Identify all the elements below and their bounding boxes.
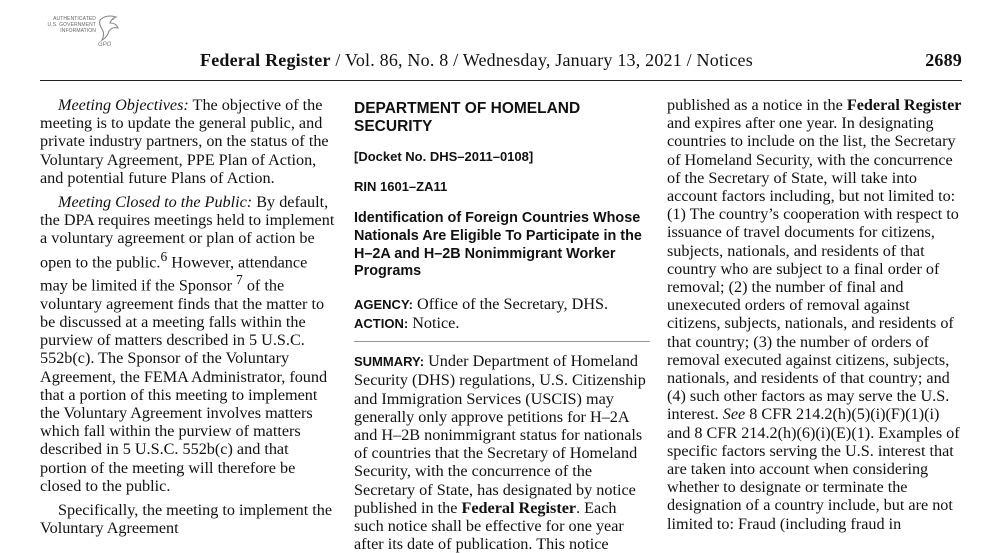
action-line [354, 314, 650, 333]
gpo-authenticated-logo [36, 14, 116, 50]
header-rule [40, 80, 962, 81]
logo-line-3: INFORMATION [60, 28, 96, 34]
footnote-ref-7[interactable]: 7 [236, 272, 243, 288]
department-heading: DEPARTMENT OF HOMELAND SECURITY [354, 100, 581, 135]
gpo-mark: GPO [98, 42, 112, 48]
header-sep-1: / [330, 50, 345, 70]
summary-label: SUMMARY: [354, 354, 425, 370]
agency-line [354, 295, 650, 314]
page-number: 2689 [925, 50, 962, 70]
logo-line-2: U.S. GOVERNMENT [47, 22, 96, 28]
column-3 [667, 96, 963, 533]
meeting-closed-text-b: However, attendance may be limited if the Sponsor [40, 253, 308, 295]
meeting-objectives-label: Meeting Objectives: [58, 96, 189, 114]
meeting-closed-text-a: By default, the DPA requires meetings held to implement a voluntary agreement or plan of action be open to the public. [40, 193, 335, 272]
meeting-closed-text-c: of the voluntary agreement finds that the matter to be discussed at a meeting falls within the purview of matters described in 5 U.S.C. 552b(c). The Sponsor of the Voluntary Agreement, the FEMA Administrator, found that a portion of this meeting to implement the Voluntary Agreement involves matters which fall within the purview of matters described in 5 U.S.C. 552b(c) and that portion of the meeting will therefore be closed to the public. [40, 276, 328, 495]
designation-federal-register: Federal Register [846, 96, 962, 114]
footnote-ref-6[interactable]: 6 [160, 248, 168, 264]
issue-date: Wednesday, January 13, 2021 [462, 50, 682, 70]
agency-label: AGENCY: [354, 296, 413, 312]
page-header [200, 50, 962, 78]
docket-number: [Docket No. DHS–2011–0108] [354, 149, 534, 164]
designation-text-c: 8 CFR 214.2(h)(5)(i)(F)(1)(i) and 8 CFR 214.2(h)(6)(i)(E)(1). Examples of specific factors serving the U.S. interest that are taken into account when considering whether to designate or terminate the designation of a country include, but are not limited to: Fraud (including fraud in [667, 405, 960, 533]
summary-federal-register: Federal Register [461, 498, 577, 517]
agency-text: Office of the Secretary, DHS. [412, 294, 609, 313]
logo-line-1: AUTHENTICATED [53, 16, 96, 22]
header-sep-3: / [681, 50, 697, 70]
meeting-closed-paragraph [40, 193, 336, 495]
summary-paragraph [354, 352, 650, 553]
designation-text-b: and expires after one year. In designating countries to include on the list, the Secretary of Homeland Security, with the concurrence of the Secretary of State, will take into account factors including, but not limited to: (1) The country’s cooperation with respect to issuance of travel documents for citizens, subjects, nationals, and residents of that country who are subject to a final order of removal; (2) the number of final and unexecuted orders of removal against citizens, subjects, nationals, and residents of that country; (3) the number of orders of removal executed against citizens, subjects, nationals, and residents of that country; and (4) such other factors as may serve the U.S. interest. [667, 114, 959, 424]
see-reference: See [722, 405, 746, 424]
meeting-objectives-paragraph [40, 96, 336, 187]
publication-title: Federal Register [200, 50, 331, 70]
logo-text [36, 16, 96, 34]
action-text: Notice. [408, 313, 460, 332]
designation-text-a: published as a notice in the [667, 96, 847, 114]
document-title: Identification of Foreign Countries Whose Nationals Are Eligible To Participate in the H–2A and H–2B Nonimmigrant Worker Programs [354, 210, 642, 280]
summary-text-a: Under Department of Homeland Security (DHS) regulations, U.S. Citizenship and Immigration Services (USCIS) may generally only approve petitions for H–2A and H–2B nonimmigrant status for nationals of countries that the Secretary of Homeland Security, with the concurrence of the Secretary of State, has designated by notice published in the [354, 352, 646, 517]
section-name: Notices [696, 50, 753, 70]
section-divider [354, 341, 650, 342]
column-1 [40, 96, 336, 537]
volume-number: Vol. 86, No. 8 [344, 50, 449, 70]
summary-text-b: . Each such notice shall be effective for one year after its date of publication. This notice [354, 498, 624, 553]
header-sep-2: / [448, 50, 463, 70]
column-2 [354, 96, 650, 553]
meeting-objectives-text: The objective of the meeting is to update the general public, and private industry partners, on the status of the Voluntary Agreement, PPE Plan of Action, and potential future Plans of Action. [40, 96, 329, 187]
eagle-icon [96, 14, 120, 44]
designation-paragraph [667, 96, 963, 533]
specifically-paragraph: Specifically, the meeting to implement the Voluntary Agreement [40, 501, 333, 538]
rin-number: RIN 1601–ZA11 [354, 179, 448, 195]
action-label: ACTION: [354, 315, 409, 331]
meeting-closed-label: Meeting Closed to the Public: [58, 193, 253, 212]
